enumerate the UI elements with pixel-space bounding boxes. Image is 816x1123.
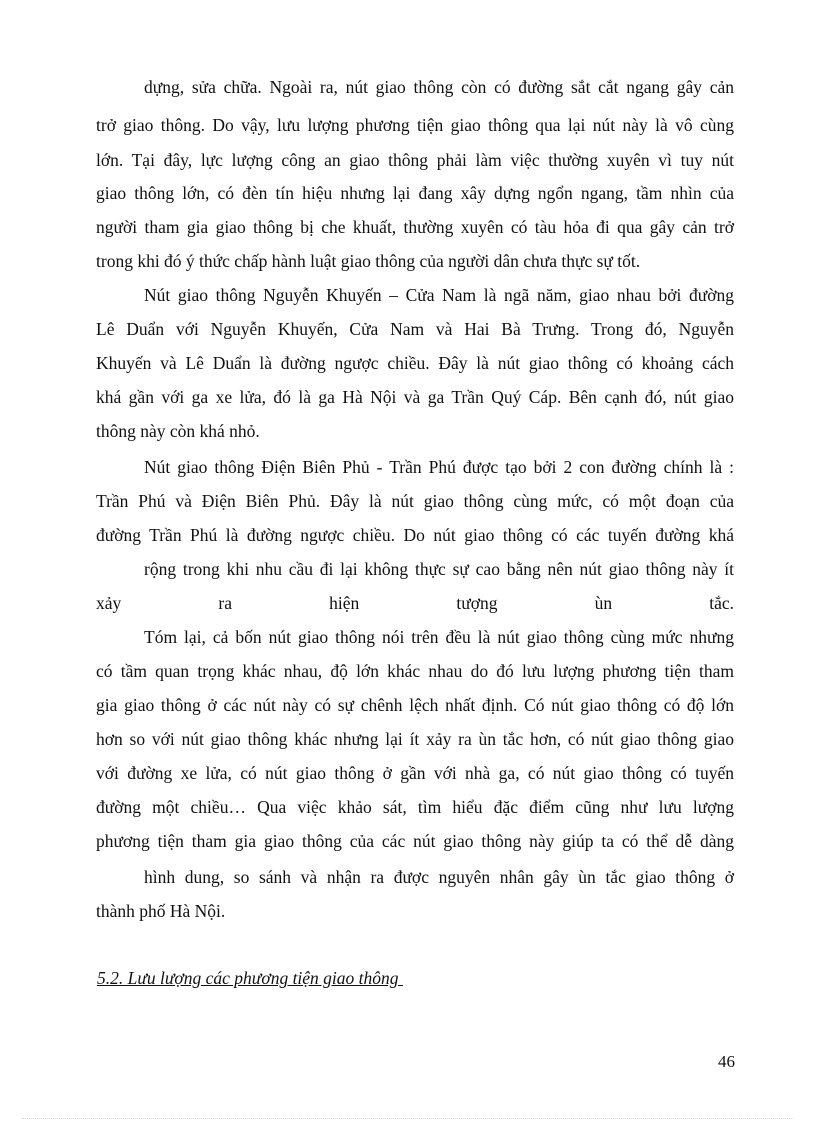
section-heading: 5.2. Lưu lượng các phương tiện giao thông <box>97 968 403 988</box>
text-line: giao thông lớn, có đèn tín hiệu nhưng lại đang xây dựng ngổn ngang, tầm nhìn của <box>96 183 734 203</box>
text-line: đường một chiều… Qua việc khảo sát, tìm hiểu đặc điểm cũng như lưu lượng <box>96 797 734 817</box>
text-line: có tầm quan trọng khác nhau, độ lớn khác nhau do đó lưu lượng phương tiện tham <box>96 661 734 681</box>
text-line: Nút giao thông Nguyễn Khuyến – Cửa Nam là ngã năm, giao nhau bởi đường <box>144 285 734 305</box>
text-line: Lê Duẩn với Nguyễn Khuyến, Cửa Nam và Hai Bà Trưng. Trong đó, Nguyễn <box>96 319 734 339</box>
page-border-divider <box>22 1118 794 1119</box>
text-line: Khuyến và Lê Duẩn là đường ngược chiều. Đây là nút giao thông có khoảng cách <box>96 353 734 373</box>
text-line: trở giao thông. Do vậy, lưu lượng phương tiện giao thông qua lại nút này là vô cùng <box>96 115 734 135</box>
text-line: hình dung, so sánh và nhận ra được nguyên nhân gây ùn tắc giao thông ở <box>144 867 734 887</box>
text-line: lớn. Tại đây, lực lượng công an giao thông phải làm việc thường xuyên vì tuy nút <box>96 150 734 170</box>
text-line: dựng, sửa chữa. Ngoài ra, nút giao thông còn có đường sắt cắt ngang gây cản <box>144 77 734 97</box>
text-line: khá gần với ga xe lửa, đó là ga Hà Nội và ga Trần Quý Cáp. Bên cạnh đó, nút giao <box>96 387 734 407</box>
text-line: với đường xe lửa, có nút giao thông ở gần với nhà ga, có nút giao thông có tuyến <box>96 763 734 783</box>
page-number: 46 <box>718 1052 735 1071</box>
text-line: thành phố Hà Nội. <box>96 901 226 921</box>
text-line: xảy ra hiện tượng ùn tắc. <box>96 593 734 613</box>
text-line: trong khi đó ý thức chấp hành luật giao thông của người dân chưa thực sự tốt. <box>96 251 641 271</box>
text-line: gia giao thông ở các nút này có sự chênh lệch nhất định. Có nút giao thông có độ lớn <box>96 695 734 715</box>
text-line: Trần Phú và Điện Biên Phủ. Đây là nút giao thông cùng mức, có một đoạn của <box>96 491 734 511</box>
text-line: Tóm lại, cả bốn nút giao thông nói trên đều là nút giao thông cùng mức nhưng <box>144 627 734 647</box>
text-line: đường Trần Phú là đường ngược chiều. Do nút giao thông có các tuyến đường khá <box>96 525 734 545</box>
text-line: hơn so với nút giao thông khác nhưng lại ít xảy ra ùn tắc hơn, có nút giao thông giao <box>96 729 734 749</box>
text-line: thông này còn khá nhỏ. <box>96 421 260 441</box>
text-line: rộng trong khi nhu cầu đi lại không thực sự cao bằng nên nút giao thông này ít <box>144 559 734 579</box>
text-line: phương tiện tham gia giao thông của các nút giao thông này giúp ta có thể dễ dàng <box>96 831 734 851</box>
text-line: Nút giao thông Điện Biên Phủ - Trần Phú được tạo bởi 2 con đường chính là : <box>144 457 734 477</box>
text-line: người tham gia giao thông bị che khuất, thường xuyên có tàu hỏa đi qua gây cản trở <box>96 217 734 237</box>
